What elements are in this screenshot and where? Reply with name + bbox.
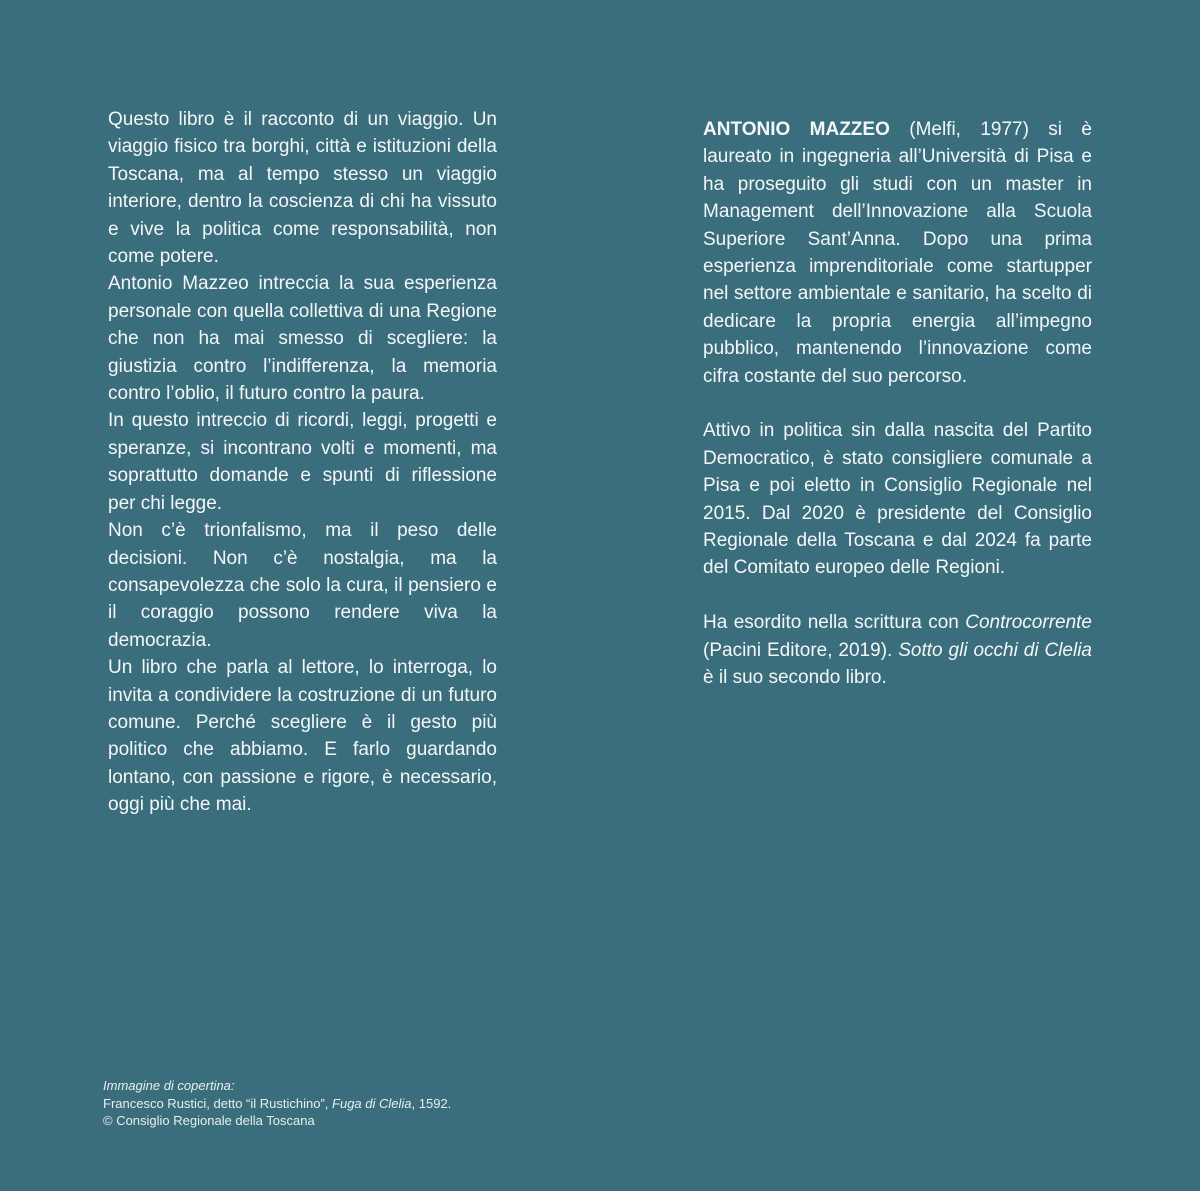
- books-outro: è il suo secondo libro.: [703, 667, 887, 689]
- synopsis-paragraph: Antonio Mazzeo intreccia la sua esperienza personale con quella collettiva di una Regione che non ha mai smesso di scegliere: la giustizia contro l’indifferenza, la memoria contro l’oblio, il futuro contro la paura.: [108, 273, 497, 405]
- credit-prefix: Francesco Rustici, detto “il Rustichino”,: [103, 1095, 333, 1111]
- cover-image-caption: [103, 1077, 451, 1130]
- first-book-title: Controcorrente: [965, 612, 1092, 634]
- books-intro: Ha esordito nella scrittura con: [703, 612, 966, 634]
- synopsis-paragraph: In questo intreccio di ricordi, leggi, progetti e speranze, si incontrano volti e momenti, ma soprattutto domande e spunti di riflessione per chi legge.: [108, 410, 497, 514]
- first-book-info: (Pacini Editore, 2019).: [703, 639, 899, 661]
- bio-text: (Melfi, 1977) si è laureato in ingegneria all’Università di Pisa e ha proseguito gli studi con un master in Management dell’Innovazione alla Scuola Superiore Sant’Anna. Dopo una prima esperienza imprenditoriale come startupper nel settore ambientale e sanitario, ha scelto di dedicare la propria energia all’impegno pubblico, mantenendo l’innovazione come cifra costante del suo percorso.: [703, 119, 1092, 387]
- author-name: ANTONIO MAZZEO: [703, 119, 890, 140]
- synopsis-paragraph: Un libro che parla al lettore, lo interroga, lo invita a condividere la costruzione di un futuro comune. Perché scegliere è il gesto più politico che abbiamo. E farlo guardando lontano, con passione e rigore, è necessario, oggi più che mai.: [108, 657, 497, 816]
- synopsis-column: [108, 106, 497, 819]
- credit-suffix: , 1592.: [411, 1095, 452, 1111]
- author-bio-column: [703, 116, 1092, 692]
- second-book-title: Sotto gli occhi di Clelia: [898, 639, 1093, 661]
- caption-heading: Immagine di copertina:: [103, 1078, 235, 1093]
- synopsis-paragraph: Non c’è trionfalismo, ma il peso delle decisioni. Non c’è nostalgia, ma la consapevolezza che solo la cura, il pensiero e il coraggio possono rendere viva la democrazia.: [108, 520, 497, 651]
- synopsis-paragraph: Questo libro è il racconto di un viaggio. Un viaggio fisico tra borghi, città e istituzioni della Toscana, ma al tempo stesso un viaggio interiore, dentro la coscienza di chi ha vissuto e vive la politica come responsabilità, non come potere.: [108, 109, 497, 268]
- caption-copyright: © Consiglio Regionale della Toscana: [103, 1113, 315, 1128]
- politics-paragraph: Attivo in politica sin dalla nascita del Partito Democratico, è stato consigliere comunale a Pisa e poi eletto in Consiglio Regionale nel 2015. Dal 2020 è presidente del Consiglio Regionale della Toscana e dal 2024 fa parte del Comitato europeo delle Regioni.: [703, 420, 1092, 579]
- caption-credit: [103, 1095, 451, 1113]
- artwork-title: Fuga di Clelia: [332, 1095, 412, 1111]
- books-paragraph: [703, 609, 1092, 691]
- bio-paragraph: [703, 116, 1092, 390]
